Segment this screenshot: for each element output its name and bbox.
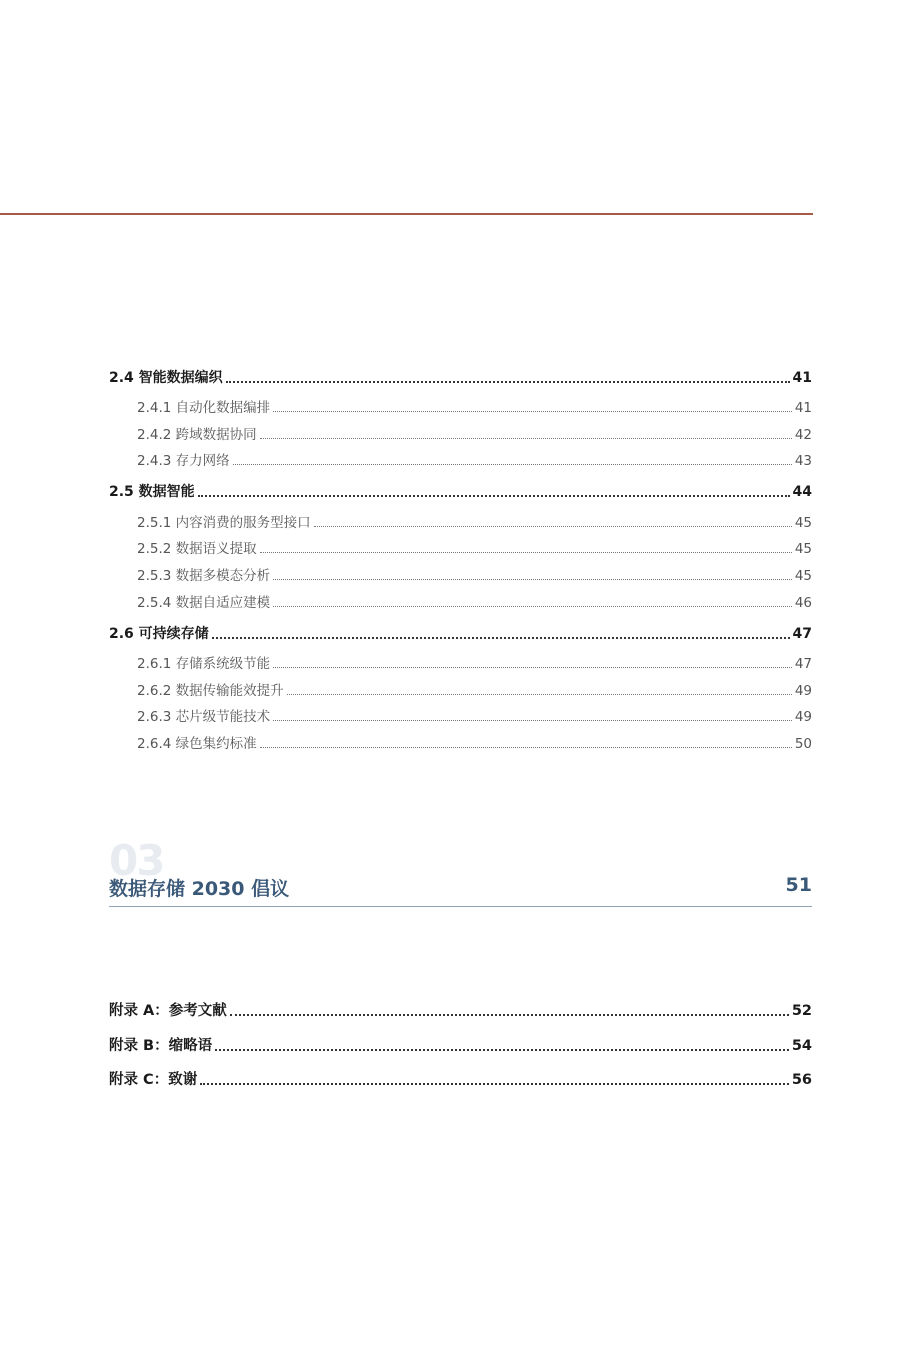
toc-entry-2-6-2[interactable] [137, 679, 812, 699]
toc-leader-dots [260, 747, 792, 748]
toc-entry-2-4-1[interactable] [137, 396, 812, 416]
toc-leader-dots [314, 526, 792, 527]
toc-entry-page: 45 [794, 541, 812, 557]
toc-entry-label: 附录 C：致谢 [109, 1072, 198, 1088]
toc-entry-label: 2.5.3 数据多模态分析 [137, 568, 271, 584]
toc-entry-label: 附录 A：参考文献 [109, 1003, 227, 1019]
toc-entry-page: 54 [791, 1038, 812, 1054]
toc-entry-label: 2.5.2 数据语义提取 [137, 541, 257, 557]
toc-entry-page: 45 [794, 568, 812, 584]
toc-entry-label: 2.4.2 跨域数据协同 [137, 427, 257, 443]
toc-entry-appendix-a[interactable] [109, 999, 812, 1020]
toc-leader-dots [273, 667, 792, 668]
toc-entry-page: 50 [794, 736, 812, 752]
toc-entry-page: 46 [794, 595, 812, 611]
toc-leader-dots [212, 637, 790, 639]
toc-entry-label: 附录 B：缩略语 [109, 1038, 213, 1054]
toc-entry-2-5-2[interactable] [137, 537, 812, 557]
toc-entry-label: 2.6.2 数据传输能效提升 [137, 683, 284, 699]
toc-entry-page: 42 [794, 427, 812, 443]
toc-entry-2-4[interactable] [109, 367, 812, 387]
toc-entry-page: 47 [792, 626, 812, 642]
toc-entry-2-6-1[interactable] [137, 652, 812, 672]
toc-entry-label: 2.5.1 内容消费的服务型接口 [137, 515, 311, 531]
toc-entry-label: 2.6.3 芯片级节能技术 [137, 709, 271, 725]
toc-entry-2-6-3[interactable] [137, 705, 812, 725]
toc-leader-dots [226, 381, 790, 383]
toc-entry-page: 47 [794, 656, 812, 672]
toc-entry-page: 49 [794, 683, 812, 699]
toc-entry-page: 52 [791, 1003, 812, 1019]
chapter-heading[interactable] [109, 836, 812, 907]
toc-entry-page: 41 [792, 370, 812, 386]
toc-entry-appendix-c[interactable] [109, 1068, 812, 1089]
chapter-page: 51 [785, 874, 812, 896]
toc-entry-appendix-b[interactable] [109, 1034, 812, 1055]
toc-leader-dots [260, 438, 792, 439]
toc-entry-page: 44 [792, 484, 812, 500]
toc-entry-label: 2.4.3 存力网络 [137, 453, 230, 469]
toc-entry-2-4-3[interactable] [137, 449, 812, 469]
top-divider-line [0, 213, 813, 215]
toc-leader-dots [230, 1014, 789, 1016]
toc-entry-2-4-2[interactable] [137, 423, 812, 443]
toc-entry-2-6-4[interactable] [137, 732, 812, 752]
toc-entry-label: 2.5 数据智能 [109, 484, 195, 500]
toc-entry-page: 45 [794, 515, 812, 531]
chapter-number-watermark: 03 [109, 836, 164, 885]
toc-entry-label: 2.4.1 自动化数据编排 [137, 400, 271, 416]
toc-entry-label: 2.4 智能数据编织 [109, 370, 223, 386]
toc-entry-2-5-1[interactable] [137, 511, 812, 531]
toc-entry-2-6[interactable] [109, 623, 812, 643]
toc-leader-dots [260, 552, 792, 553]
toc-entry-2-5-3[interactable] [137, 564, 812, 584]
toc-entry-page: 49 [794, 709, 812, 725]
toc-entry-page: 56 [791, 1072, 812, 1088]
toc-leader-dots [233, 464, 792, 465]
toc-entry-label: 2.6.4 绿色集约标准 [137, 736, 257, 752]
chapter-title: 数据存储 2030 倡议 [109, 878, 290, 900]
toc-leader-dots [273, 606, 792, 607]
toc-leader-dots [200, 1083, 789, 1085]
toc-leader-dots [287, 694, 792, 695]
toc-entry-label: 2.5.4 数据自适应建模 [137, 595, 271, 611]
toc-leader-dots [273, 579, 792, 580]
toc-entry-page: 41 [794, 400, 812, 416]
toc-entry-2-5-4[interactable] [137, 591, 812, 611]
toc-leader-dots [273, 720, 792, 721]
toc-entry-2-5[interactable] [109, 481, 812, 501]
toc-leader-dots [198, 495, 790, 497]
toc-leader-dots [215, 1049, 789, 1051]
toc-entry-page: 43 [794, 453, 812, 469]
toc-leader-dots [273, 411, 792, 412]
toc-entry-label: 2.6.1 存储系统级节能 [137, 656, 271, 672]
toc-entry-label: 2.6 可持续存储 [109, 626, 209, 642]
